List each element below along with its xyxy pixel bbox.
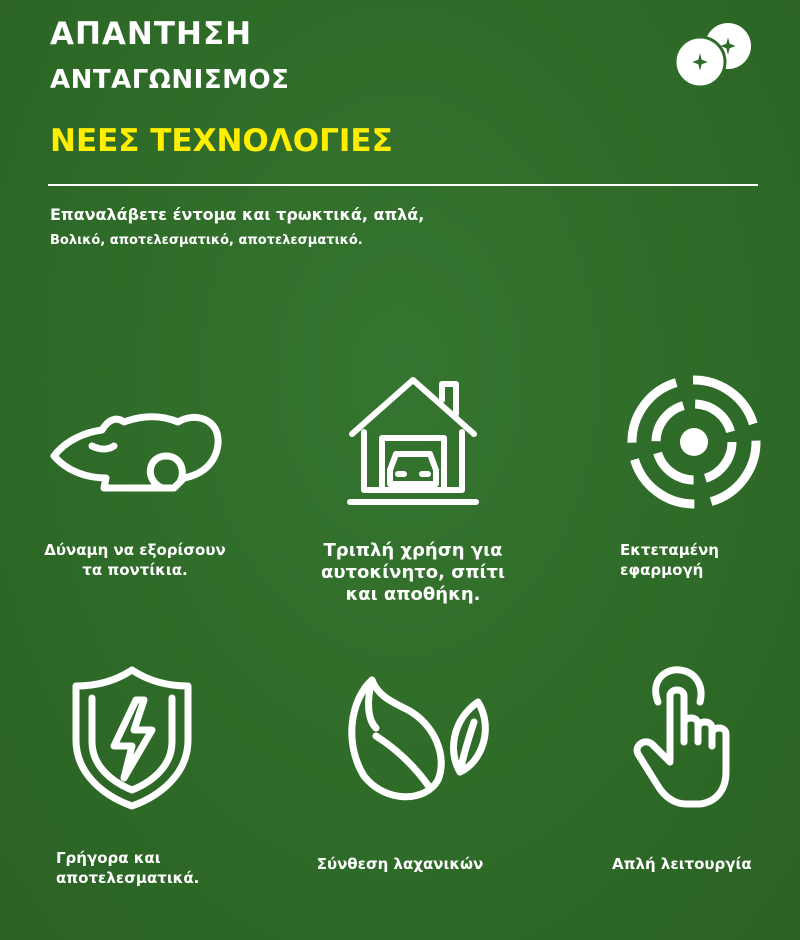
pointing-hand-icon bbox=[630, 662, 758, 812]
header-title: ΑΠΑΝΤΗΣΗ bbox=[50, 16, 253, 52]
mouse-icon bbox=[44, 392, 226, 504]
berries-logo-icon bbox=[666, 20, 756, 90]
header-divider bbox=[48, 184, 758, 186]
header-subtitle: ΑΝΤΑΓΩΝΙΣΜΟΣ bbox=[50, 65, 290, 95]
feature-label-4: Γρήγορα και αποτελεσματικά. bbox=[56, 849, 200, 887]
house-garage-icon bbox=[346, 374, 480, 508]
leaf-icon bbox=[342, 672, 494, 808]
lightning-shield-icon bbox=[70, 664, 194, 812]
feature-label-1: Δύναμη να εξορίσουν τα ποντίκια. bbox=[44, 541, 226, 579]
description-line-2: Βολικό, αποτελεσματικό, αποτελεσματικό. bbox=[50, 233, 363, 248]
target-icon bbox=[624, 372, 764, 512]
description-line-1: Επαναλάβετε έντομα και τρωκτικά, απλά, bbox=[50, 205, 425, 224]
feature-label-2: Τριπλή χρήση για αυτοκίνητο, σπίτι και αποθήκη. bbox=[321, 540, 505, 605]
feature-label-5: Σύνθεση λαχανικών bbox=[316, 855, 484, 873]
feature-label-3: Εκτεταμένη εφαρμογή bbox=[620, 541, 719, 579]
feature-label-6: Απλή λειτουργία bbox=[612, 855, 752, 873]
header-highlight: ΝΕΕΣ ΤΕΧΝΟΛΟΓΙΕΣ bbox=[50, 123, 393, 159]
